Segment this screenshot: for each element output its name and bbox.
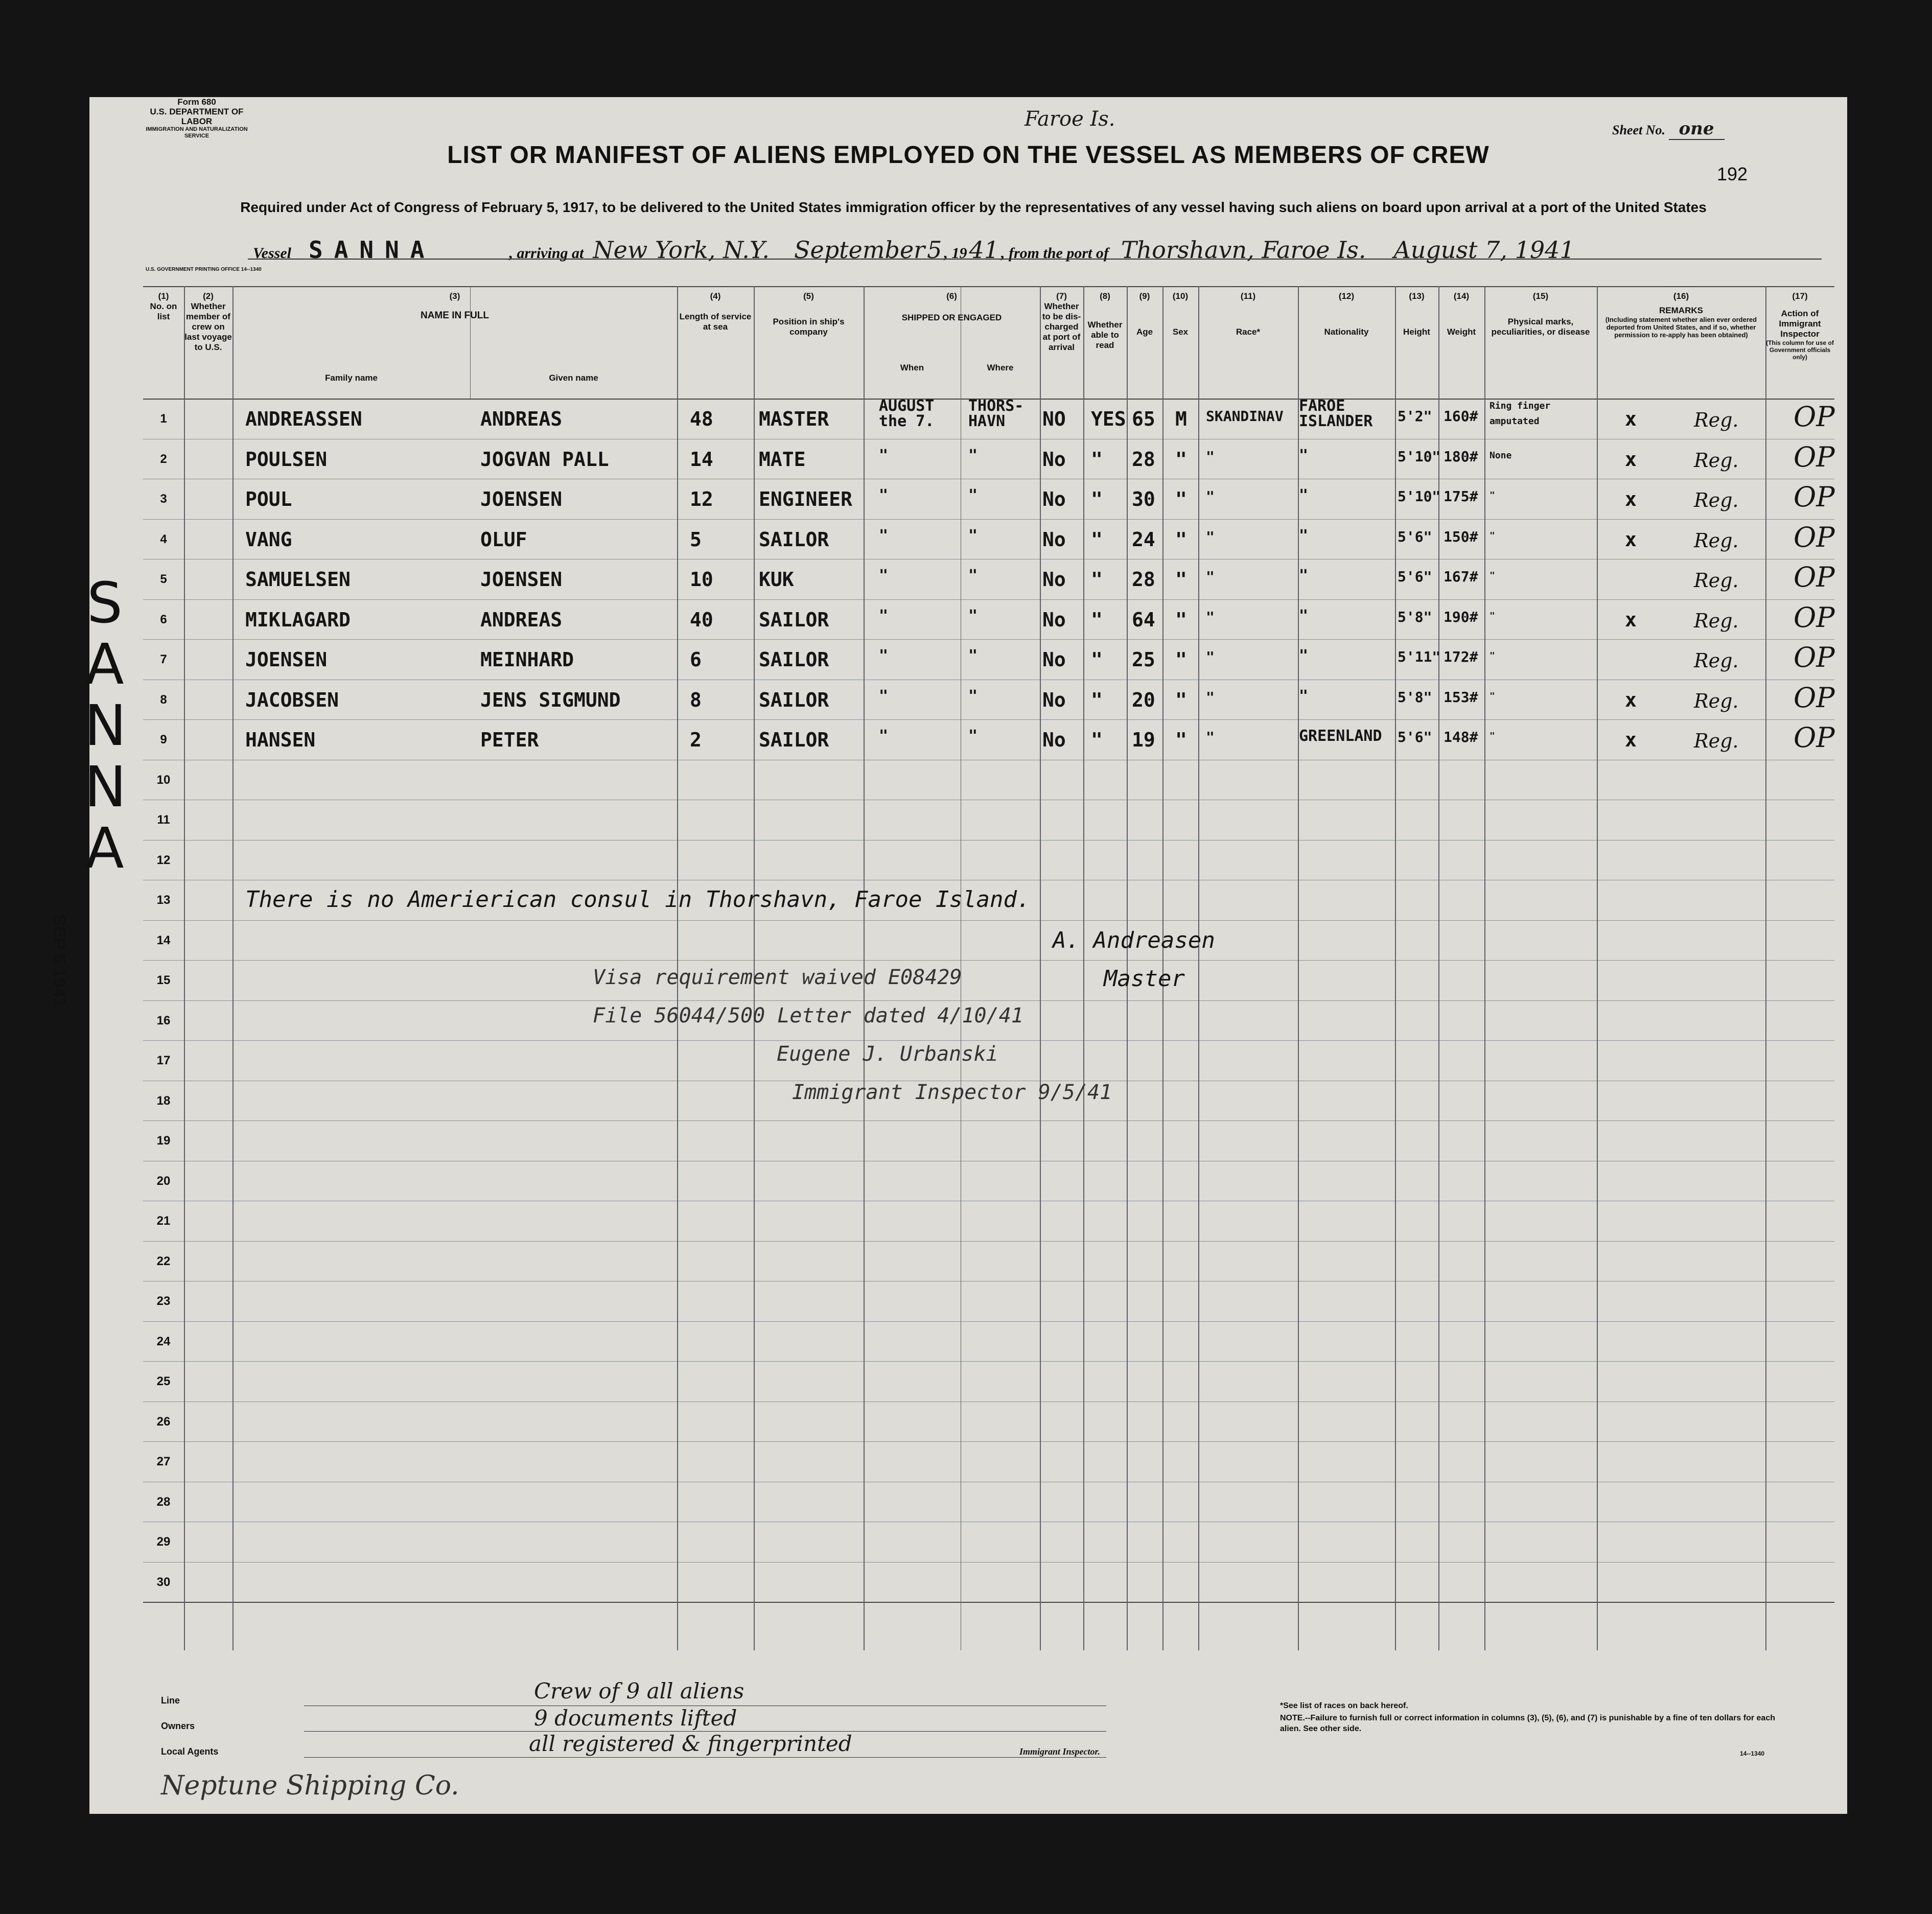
col-header-weight: (14) Weight bbox=[1447, 291, 1476, 337]
crew-marks: None bbox=[1489, 450, 1512, 461]
crew-service: 12 bbox=[690, 488, 713, 510]
crew-discharged: No bbox=[1042, 648, 1066, 671]
col-divider bbox=[184, 286, 185, 1650]
crew-nationality: " bbox=[1299, 446, 1309, 464]
crew-race: " bbox=[1206, 729, 1215, 745]
crew-marks: " bbox=[1489, 650, 1495, 661]
row-number: 19 bbox=[156, 1134, 171, 1148]
crew-service: 48 bbox=[690, 408, 713, 430]
crew-discharged: No bbox=[1042, 608, 1066, 631]
crew-given: ANDREAS bbox=[480, 408, 563, 430]
file-note: File 56044/500 Letter dated 4/10/41 bbox=[593, 1004, 1023, 1028]
crew-discharged: No bbox=[1042, 688, 1066, 711]
row-divider bbox=[143, 1602, 1834, 1603]
row-number: 18 bbox=[156, 1093, 171, 1108]
crew-position: SAILOR bbox=[759, 648, 829, 671]
row-number: 27 bbox=[156, 1455, 171, 1468]
col-divider bbox=[1597, 286, 1598, 1650]
crew-when: " bbox=[879, 486, 889, 504]
crew-position: SAILOR bbox=[759, 688, 829, 711]
crew-remarks: x bbox=[1625, 729, 1637, 751]
crew-sex: " bbox=[1175, 608, 1187, 631]
master-title: Master bbox=[1104, 966, 1185, 992]
side-stamp-vessel: SANNA bbox=[84, 570, 127, 881]
crew-discharged: No bbox=[1042, 488, 1066, 510]
row-number: 23 bbox=[156, 1294, 171, 1308]
crew-action: Reg. bbox=[1694, 689, 1739, 712]
crew-service: 40 bbox=[690, 608, 713, 631]
crew-given: ANDREAS bbox=[480, 608, 563, 631]
row-number: 14 bbox=[156, 933, 171, 947]
crew-service: 5 bbox=[690, 528, 702, 551]
col-header-sex: (10) Sex bbox=[1172, 291, 1189, 337]
crew-inspector: OP bbox=[1794, 440, 1835, 473]
row-number: 2 bbox=[160, 452, 167, 466]
row-number: 30 bbox=[156, 1575, 171, 1589]
col-header-no: (1) No. on list bbox=[150, 291, 177, 321]
crew-position: KUK bbox=[759, 568, 794, 591]
col-header-physical-marks: (15) Physical marks, peculiarities, or disease bbox=[1491, 291, 1590, 337]
crew-marks: " bbox=[1489, 530, 1495, 541]
year-prefix: , 19 bbox=[944, 245, 967, 262]
col-divider bbox=[1484, 286, 1485, 1650]
crew-given: JENS SIGMUND bbox=[480, 688, 621, 711]
crew-age: 30 bbox=[1132, 488, 1155, 510]
sheet-number bbox=[1612, 119, 1725, 139]
row-divider bbox=[143, 1040, 1834, 1041]
crew-age: 19 bbox=[1132, 729, 1155, 751]
crew-read: " bbox=[1091, 729, 1103, 751]
crew-when: " bbox=[879, 446, 889, 464]
row-number: 15 bbox=[156, 973, 171, 987]
crew-nationality: FAROE ISLANDER bbox=[1299, 397, 1373, 430]
title-annotation: Faroe Is. bbox=[1025, 107, 1115, 131]
crew-read: " bbox=[1091, 448, 1103, 471]
crew-weight: 180# bbox=[1444, 448, 1478, 465]
crew-action: Reg. bbox=[1694, 569, 1739, 592]
footer-inspector-label: Immigrant Inspector. bbox=[1019, 1746, 1101, 1757]
row-number: 20 bbox=[156, 1174, 171, 1188]
col-divider bbox=[232, 286, 234, 1650]
crew-when: " bbox=[879, 727, 889, 745]
crew-given: MEINHARD bbox=[480, 648, 574, 671]
crew-family: VANG bbox=[245, 528, 292, 551]
crew-inspector: OP bbox=[1794, 681, 1835, 714]
crew-where: " bbox=[968, 606, 978, 625]
crew-race: " bbox=[1206, 448, 1215, 465]
vessel-underline bbox=[248, 259, 1822, 260]
crew-read: " bbox=[1091, 648, 1103, 671]
row-number: 3 bbox=[160, 492, 167, 506]
col-header-family-name: Family name bbox=[325, 373, 378, 383]
crew-weight: 150# bbox=[1444, 528, 1478, 545]
footer-line-label: Line bbox=[161, 1695, 180, 1706]
col-header-read: (8) Whether able to read bbox=[1087, 291, 1123, 350]
crew-nationality: " bbox=[1299, 687, 1309, 705]
crew-where: " bbox=[968, 647, 978, 665]
crew-marks: " bbox=[1489, 570, 1495, 581]
crew-race: " bbox=[1206, 528, 1215, 545]
crew-table bbox=[143, 286, 1834, 1650]
row-number: 8 bbox=[160, 692, 167, 707]
crew-given: JOENSEN bbox=[480, 568, 563, 591]
crew-given: JOENSEN bbox=[480, 488, 563, 510]
row-divider bbox=[143, 599, 1834, 600]
row-number: 7 bbox=[160, 652, 167, 666]
service-name: IMMIGRATION AND NATURALIZATION SERVICE bbox=[146, 126, 248, 139]
crew-action: Reg. bbox=[1694, 730, 1739, 752]
manifest-sheet bbox=[50, 97, 1847, 1814]
crew-nationality: " bbox=[1299, 567, 1309, 585]
crew-weight: 153# bbox=[1444, 688, 1478, 706]
row-number: 22 bbox=[156, 1254, 171, 1268]
print-code: 14--1340 bbox=[1740, 1750, 1765, 1757]
col-header-discharged: (7) Whether to be dis-charged at port of arrival bbox=[1042, 291, 1081, 352]
crew-inspector: OP bbox=[1794, 641, 1835, 673]
crew-position: SAILOR bbox=[759, 729, 829, 751]
crew-action: Reg. bbox=[1694, 489, 1739, 511]
col-header-shipped: (6) SHIPPED OR ENGAGED bbox=[901, 291, 1002, 322]
crew-read: " bbox=[1091, 528, 1103, 551]
crew-weight: 167# bbox=[1444, 568, 1478, 585]
crew-marks: " bbox=[1489, 690, 1495, 702]
crew-position: MASTER bbox=[759, 408, 829, 430]
crew-age: 28 bbox=[1132, 448, 1155, 471]
row-number: 29 bbox=[156, 1535, 171, 1549]
crew-action: Reg. bbox=[1694, 609, 1739, 632]
arriving-port: New York, N.Y. bbox=[593, 236, 770, 264]
vessel-name: SANNA bbox=[309, 236, 436, 264]
crew-sex: " bbox=[1175, 729, 1187, 751]
crew-race: " bbox=[1206, 608, 1215, 625]
from-label: , from the port of bbox=[1000, 245, 1109, 262]
race-note: *See list of races on back hereof. bbox=[1280, 1701, 1408, 1710]
crew-marks: " bbox=[1489, 610, 1495, 621]
crew-given: JOGVAN PALL bbox=[480, 448, 609, 471]
consul-note: There is no Amerierican consul in Thorshavn, Faroe Island. bbox=[245, 886, 1031, 913]
row-divider bbox=[143, 1361, 1834, 1362]
row-number: 9 bbox=[160, 733, 167, 746]
col-header-name: (3) NAME IN FULL bbox=[420, 291, 490, 321]
crew-discharged: No bbox=[1042, 448, 1066, 471]
crew-family: MIKLAGARD bbox=[245, 608, 351, 631]
crew-sex: " bbox=[1175, 528, 1187, 551]
crew-height: 5'10" bbox=[1398, 488, 1441, 505]
crew-action: Reg. bbox=[1694, 529, 1739, 552]
crew-position: ENGINEER bbox=[759, 488, 853, 510]
crew-inspector: OP bbox=[1794, 521, 1835, 553]
crew-position: MATE bbox=[759, 448, 806, 471]
crew-age: 24 bbox=[1132, 528, 1155, 551]
department-name: U.S. DEPARTMENT OF LABOR bbox=[150, 107, 244, 126]
crew-remarks: x bbox=[1625, 688, 1637, 711]
row-number: 12 bbox=[156, 853, 171, 867]
crew-service: 2 bbox=[690, 729, 702, 751]
crew-nationality: " bbox=[1299, 526, 1309, 545]
crew-nationality: " bbox=[1299, 606, 1309, 625]
crew-family: JOENSEN bbox=[245, 648, 328, 671]
crew-service: 8 bbox=[690, 688, 702, 711]
visa-note: Visa requirement waived E08429 bbox=[593, 966, 962, 989]
crew-read: " bbox=[1091, 608, 1103, 631]
crew-inspector: OP bbox=[1794, 481, 1835, 513]
crew-age: 64 bbox=[1132, 608, 1155, 631]
crew-sex: M bbox=[1175, 408, 1187, 430]
row-divider bbox=[143, 639, 1834, 640]
row-divider bbox=[143, 960, 1834, 961]
crew-sex: " bbox=[1175, 648, 1187, 671]
crew-given: PETER bbox=[480, 729, 539, 751]
arrival-month: September bbox=[794, 236, 925, 264]
crew-position: SAILOR bbox=[759, 528, 829, 551]
crew-service: 14 bbox=[690, 448, 713, 471]
crew-remarks: x bbox=[1625, 608, 1637, 631]
crew-where: " bbox=[968, 727, 978, 745]
crew-when: " bbox=[879, 606, 889, 625]
row-number: 16 bbox=[156, 1013, 171, 1028]
crew-weight: 172# bbox=[1444, 648, 1478, 665]
crew-sex: " bbox=[1175, 568, 1187, 591]
arrival-day: 5 bbox=[927, 236, 942, 264]
crew-sex: " bbox=[1175, 488, 1187, 510]
crew-action: Reg. bbox=[1694, 649, 1739, 672]
crew-when: " bbox=[879, 567, 889, 585]
crew-sex: " bbox=[1175, 448, 1187, 471]
manifest-subtitle: Required under Act of Congress of February 5, 1917, to be delivered to the United States immigration officer by the representatives of any vessel having such aliens on board upon arrival at a port of the United States bbox=[240, 199, 1707, 215]
crew-remarks: x bbox=[1625, 488, 1637, 510]
crew-where: " bbox=[968, 567, 978, 585]
crew-where: " bbox=[968, 687, 978, 705]
row-divider bbox=[143, 519, 1834, 520]
col-divider bbox=[1395, 286, 1396, 1650]
crew-age: 28 bbox=[1132, 568, 1155, 591]
crew-height: 5'6" bbox=[1398, 528, 1432, 545]
crew-race: " bbox=[1206, 568, 1215, 585]
crew-remarks: x bbox=[1625, 448, 1637, 471]
crew-discharged: NO bbox=[1042, 408, 1066, 430]
crew-family: HANSEN bbox=[245, 729, 316, 751]
crew-inspector: OP bbox=[1794, 561, 1835, 593]
crew-height: 5'11" bbox=[1398, 648, 1441, 665]
crew-marks: " bbox=[1489, 490, 1495, 501]
col-header-nationality: (12) Nationality bbox=[1324, 291, 1369, 337]
crew-weight: 175# bbox=[1444, 488, 1478, 505]
col-header-race: (11) Race* bbox=[1236, 291, 1261, 337]
row-divider bbox=[143, 719, 1834, 720]
crew-read: " bbox=[1091, 688, 1103, 711]
col-header-age: (9) Age bbox=[1136, 291, 1153, 337]
col-header-service: (4) Length of service at sea bbox=[679, 291, 752, 332]
crew-action: Reg. bbox=[1694, 449, 1739, 472]
crew-service: 6 bbox=[690, 648, 702, 671]
crew-height: 5'6" bbox=[1398, 568, 1432, 585]
crew-discharged: No bbox=[1042, 729, 1066, 751]
col-header-last-voyage: (2) Whether member of crew on last voyage to U.S. bbox=[184, 291, 232, 352]
row-number: 1 bbox=[160, 412, 167, 426]
crew-when: " bbox=[879, 526, 889, 545]
crew-marks: Ring finger amputated bbox=[1489, 401, 1551, 427]
col-divider bbox=[1040, 286, 1041, 1650]
crew-age: 25 bbox=[1132, 648, 1155, 671]
col-header-given-name: Given name bbox=[549, 373, 598, 383]
row-number: 21 bbox=[156, 1214, 171, 1228]
departure-port: Thorshavn, Faroe Is. bbox=[1121, 236, 1366, 264]
row-divider bbox=[143, 1000, 1834, 1001]
row-divider bbox=[143, 1241, 1834, 1242]
col-header-when: When bbox=[900, 363, 924, 372]
row-number: 26 bbox=[156, 1414, 171, 1429]
printing-office: U.S. GOVERNMENT PRINTING OFFICE 14--1340 bbox=[146, 267, 262, 272]
sheet-label: Sheet No. bbox=[1612, 123, 1665, 137]
row-number: 11 bbox=[157, 813, 170, 827]
crew-inspector: OP bbox=[1794, 401, 1835, 433]
crew-race: " bbox=[1206, 688, 1215, 706]
row-number: 13 bbox=[156, 893, 171, 907]
sheet-value: one bbox=[1669, 119, 1725, 140]
crew-remarks: x bbox=[1625, 528, 1637, 551]
master-signature: A. Andreasen bbox=[1053, 927, 1215, 953]
col-header-where: Where bbox=[987, 363, 1014, 372]
row-number: 17 bbox=[156, 1054, 171, 1067]
side-stamp-date: SEP 5 1941 bbox=[50, 915, 69, 1007]
row-divider bbox=[143, 920, 1834, 921]
crew-height: 5'8" bbox=[1398, 608, 1432, 625]
crew-read: " bbox=[1091, 568, 1103, 591]
form-number: Form 680 bbox=[177, 97, 216, 107]
crew-remarks: x bbox=[1625, 408, 1637, 430]
col-header-remarks: (16) REMARKS (Including statement whether alien ever ordered deported from United States, and if so, whether permission to re-apply has been obtained) bbox=[1605, 291, 1757, 339]
inspector-title: Immigrant Inspector 9/5/41 bbox=[792, 1081, 1112, 1104]
col-divider bbox=[1765, 286, 1766, 1650]
crew-nationality: " bbox=[1299, 647, 1309, 665]
row-divider bbox=[143, 286, 1834, 287]
row-number: 4 bbox=[160, 532, 167, 546]
form-header bbox=[143, 97, 250, 139]
row-number: 10 bbox=[156, 773, 171, 787]
footer-note: NOTE.--Failure to furnish full or correct information in columns (3), (5), (6), and (7) is punishable by a fine of ten dollars for each alien. See other side. bbox=[1280, 1714, 1775, 1733]
row-divider bbox=[143, 1441, 1834, 1442]
footer-owners-label: Owners bbox=[161, 1721, 195, 1731]
crew-family: POULSEN bbox=[245, 448, 328, 471]
crew-discharged: No bbox=[1042, 568, 1066, 591]
crew-where: " bbox=[968, 446, 978, 464]
footer-agents-label: Local Agents bbox=[161, 1746, 219, 1757]
crew-position: SAILOR bbox=[759, 608, 829, 631]
row-number: 6 bbox=[160, 612, 167, 626]
row-number: 5 bbox=[160, 572, 167, 586]
crew-height: 5'8" bbox=[1398, 688, 1432, 706]
crew-read: " bbox=[1091, 488, 1103, 510]
crew-when: " bbox=[879, 687, 889, 705]
crew-family: ANDREASSEN bbox=[245, 408, 362, 430]
crew-discharged: No bbox=[1042, 528, 1066, 551]
crew-sex: " bbox=[1175, 688, 1187, 711]
crew-when: AUGUST the 7. bbox=[879, 397, 935, 430]
crew-weight: 160# bbox=[1444, 408, 1478, 425]
col-header-action: (17) Action of Immigrant Inspector (This column for use of Government officials only) bbox=[1766, 291, 1834, 361]
col-header-position: (5) Position in ship's company bbox=[773, 291, 845, 337]
departure-date: August 7, 1941 bbox=[1393, 236, 1575, 264]
manifest-title: LIST OR MANIFEST OF ALIENS EMPLOYED ON THE VESSEL AS MEMBERS OF CREW bbox=[447, 142, 1489, 169]
footer-line-value: Crew of 9 all aliens bbox=[534, 1678, 744, 1703]
footer-owners-value: 9 documents lifted bbox=[534, 1706, 737, 1731]
vessel-label: Vessel bbox=[253, 245, 291, 262]
crew-weight: 148# bbox=[1444, 729, 1478, 745]
crew-race: " bbox=[1206, 648, 1215, 665]
crew-nationality: " bbox=[1299, 486, 1309, 504]
crew-inspector: OP bbox=[1794, 721, 1835, 754]
footer-agents-value: all registered & fingerprinted bbox=[529, 1731, 852, 1756]
crew-when: " bbox=[879, 647, 889, 665]
crew-weight: 190# bbox=[1444, 608, 1478, 625]
crew-race: SKANDINAV bbox=[1206, 408, 1284, 425]
page-number: 192 bbox=[1717, 164, 1748, 184]
row-number: 24 bbox=[156, 1334, 171, 1348]
row-divider bbox=[143, 840, 1834, 841]
crew-height: 5'6" bbox=[1398, 729, 1432, 745]
crew-nationality: GREENLAND bbox=[1299, 727, 1382, 745]
crew-inspector: OP bbox=[1794, 601, 1835, 634]
shipping-company: Neptune Shipping Co. bbox=[161, 1770, 459, 1801]
inspector-signature: Eugene J. Urbanski bbox=[777, 1042, 998, 1066]
crew-where: THORS- HAVN bbox=[968, 397, 1024, 430]
arrival-year: 41 bbox=[969, 236, 999, 264]
crew-given: OLUF bbox=[480, 528, 527, 551]
crew-marks: " bbox=[1489, 731, 1495, 741]
side-stamp bbox=[84, 572, 125, 879]
col-divider bbox=[1198, 286, 1199, 1650]
crew-race: " bbox=[1206, 488, 1215, 505]
crew-where: " bbox=[968, 526, 978, 545]
crew-family: JACOBSEN bbox=[245, 688, 339, 711]
row-number: 25 bbox=[156, 1374, 171, 1388]
crew-read: YES bbox=[1091, 408, 1126, 430]
crew-age: 20 bbox=[1132, 688, 1155, 711]
col-header-height: (13) Height bbox=[1403, 291, 1430, 337]
crew-height: 5'2" bbox=[1398, 408, 1432, 425]
crew-family: POUL bbox=[245, 488, 292, 510]
row-number: 28 bbox=[156, 1495, 171, 1509]
crew-height: 5'10" bbox=[1398, 448, 1441, 465]
col-divider bbox=[1083, 286, 1084, 1650]
crew-action: Reg. bbox=[1694, 409, 1739, 431]
crew-age: 65 bbox=[1132, 408, 1155, 430]
crew-family: SAMUELSEN bbox=[245, 568, 351, 591]
crew-where: " bbox=[968, 486, 978, 504]
crew-service: 10 bbox=[690, 568, 713, 591]
arriving-label: , arriving at bbox=[509, 245, 584, 262]
row-divider bbox=[143, 1321, 1834, 1322]
